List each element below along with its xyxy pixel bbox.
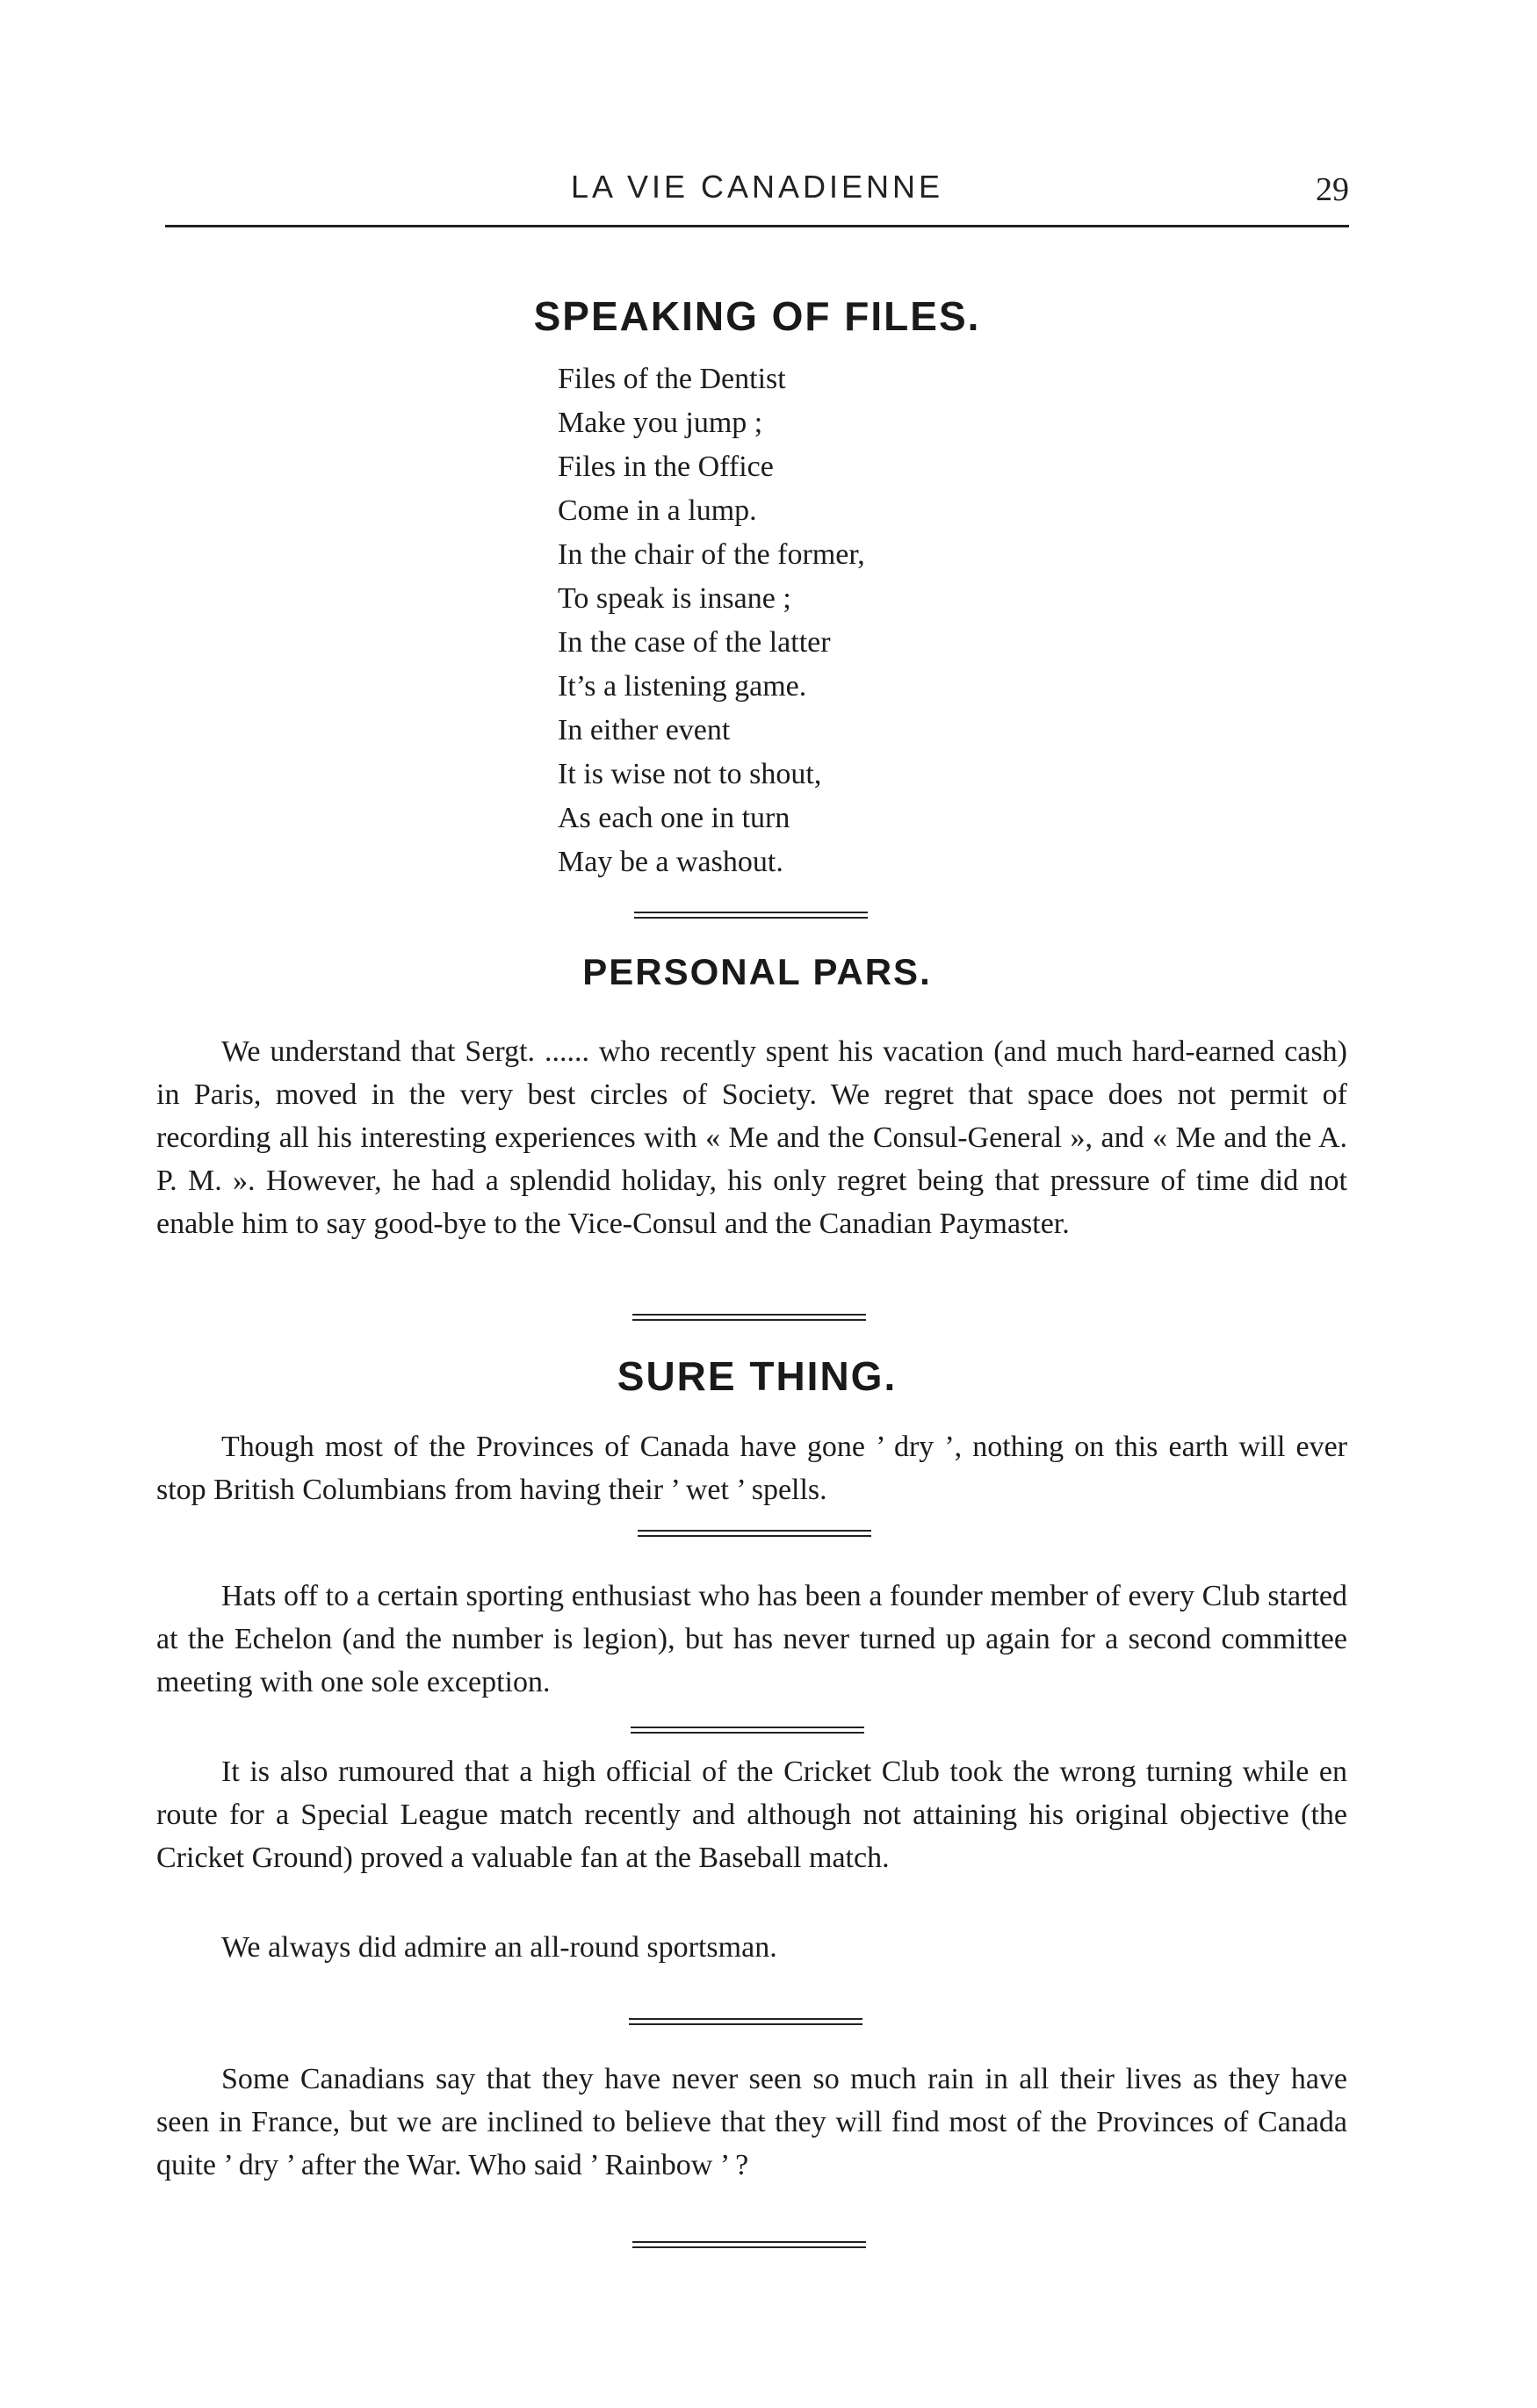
- poem-line: May be a washout.: [558, 846, 783, 878]
- paragraph-dry-provinces: Though most of the Provinces of Canada have gone ’ dry ’, nothing on this earth will ever stop British Columbians from having their ’ wet ’ spells.: [156, 1431, 1347, 1506]
- poem-line: As each one in turn: [558, 802, 790, 834]
- double-rule-divider: [631, 1727, 864, 1734]
- poem-line: It’s a listening game.: [558, 670, 807, 703]
- poem-line: It is wise not to shout,: [558, 758, 822, 790]
- poem-line: Make you jump ;: [558, 407, 763, 439]
- running-head: [165, 163, 1349, 227]
- double-rule-divider: [632, 1314, 866, 1321]
- poem-line: Come in a lump.: [558, 494, 757, 527]
- poem-line: In the case of the latter: [558, 626, 831, 659]
- paragraph-cricket-club: It is also rumoured that a high official of the Cricket Club took the wrong turning while en route for a Special League match recently and although not attaining his original objective (the Cricket Ground) proved a valuable fan at the Baseball match.: [156, 1756, 1347, 1874]
- double-rule-divider: [634, 912, 868, 919]
- paragraph-sporting-enthusiast: Hats off to a certain sporting enthusiast who has been a founder member of every Club started at the Echelon (and the number is legion), but has never turned up again for a second committee meeting with one sole exception.: [156, 1580, 1347, 1698]
- double-rule-divider: [632, 2241, 866, 2248]
- paragraph-all-round-sportsman: We always did admire an all-round sportsman.: [221, 1931, 777, 1964]
- double-rule-divider: [629, 2018, 862, 2025]
- double-rule-divider: [638, 1530, 871, 1537]
- poem-line: Files of the Dentist: [558, 363, 786, 395]
- poem-line: To speak is insane ;: [558, 582, 791, 615]
- running-title: LA VIE CANADIENNE: [570, 169, 944, 205]
- paragraph-personal-pars: We understand that Sergt. ...... who recently spent his vacation (and much hard-earned cash) in Paris, moved in the very best circles of Society. We regret that space does not permit of recording all his interesting experiences with « Me and the Consul-General », and « Me and the A. P. M. ». However, he had a splendid holiday, his only regret being that pressure of time did not enable him to say good-bye to the Vice-Consul and the Canadian Paymaster.: [156, 1035, 1347, 1240]
- poem: [558, 357, 865, 884]
- page-number: 29: [1316, 171, 1349, 208]
- poem-line: Files in the Office: [558, 451, 774, 483]
- headline-personal-pars: PERSONAL PARS.: [582, 951, 932, 992]
- poem-line: In the chair of the former,: [558, 538, 865, 571]
- paragraph-rainbow: Some Canadians say that they have never seen so much rain in all their lives as they have seen in France, but we are inclined to believe that they will find most of the Provinces of Canada quite ’ dry ’ after the War. Who said ’ Rainbow ’ ?: [156, 2063, 1347, 2181]
- headline-sure-thing: SURE THING.: [617, 1353, 898, 1399]
- poem-line: In either event: [558, 714, 731, 746]
- headline-speaking-of-files: SPEAKING OF FILES.: [533, 293, 981, 339]
